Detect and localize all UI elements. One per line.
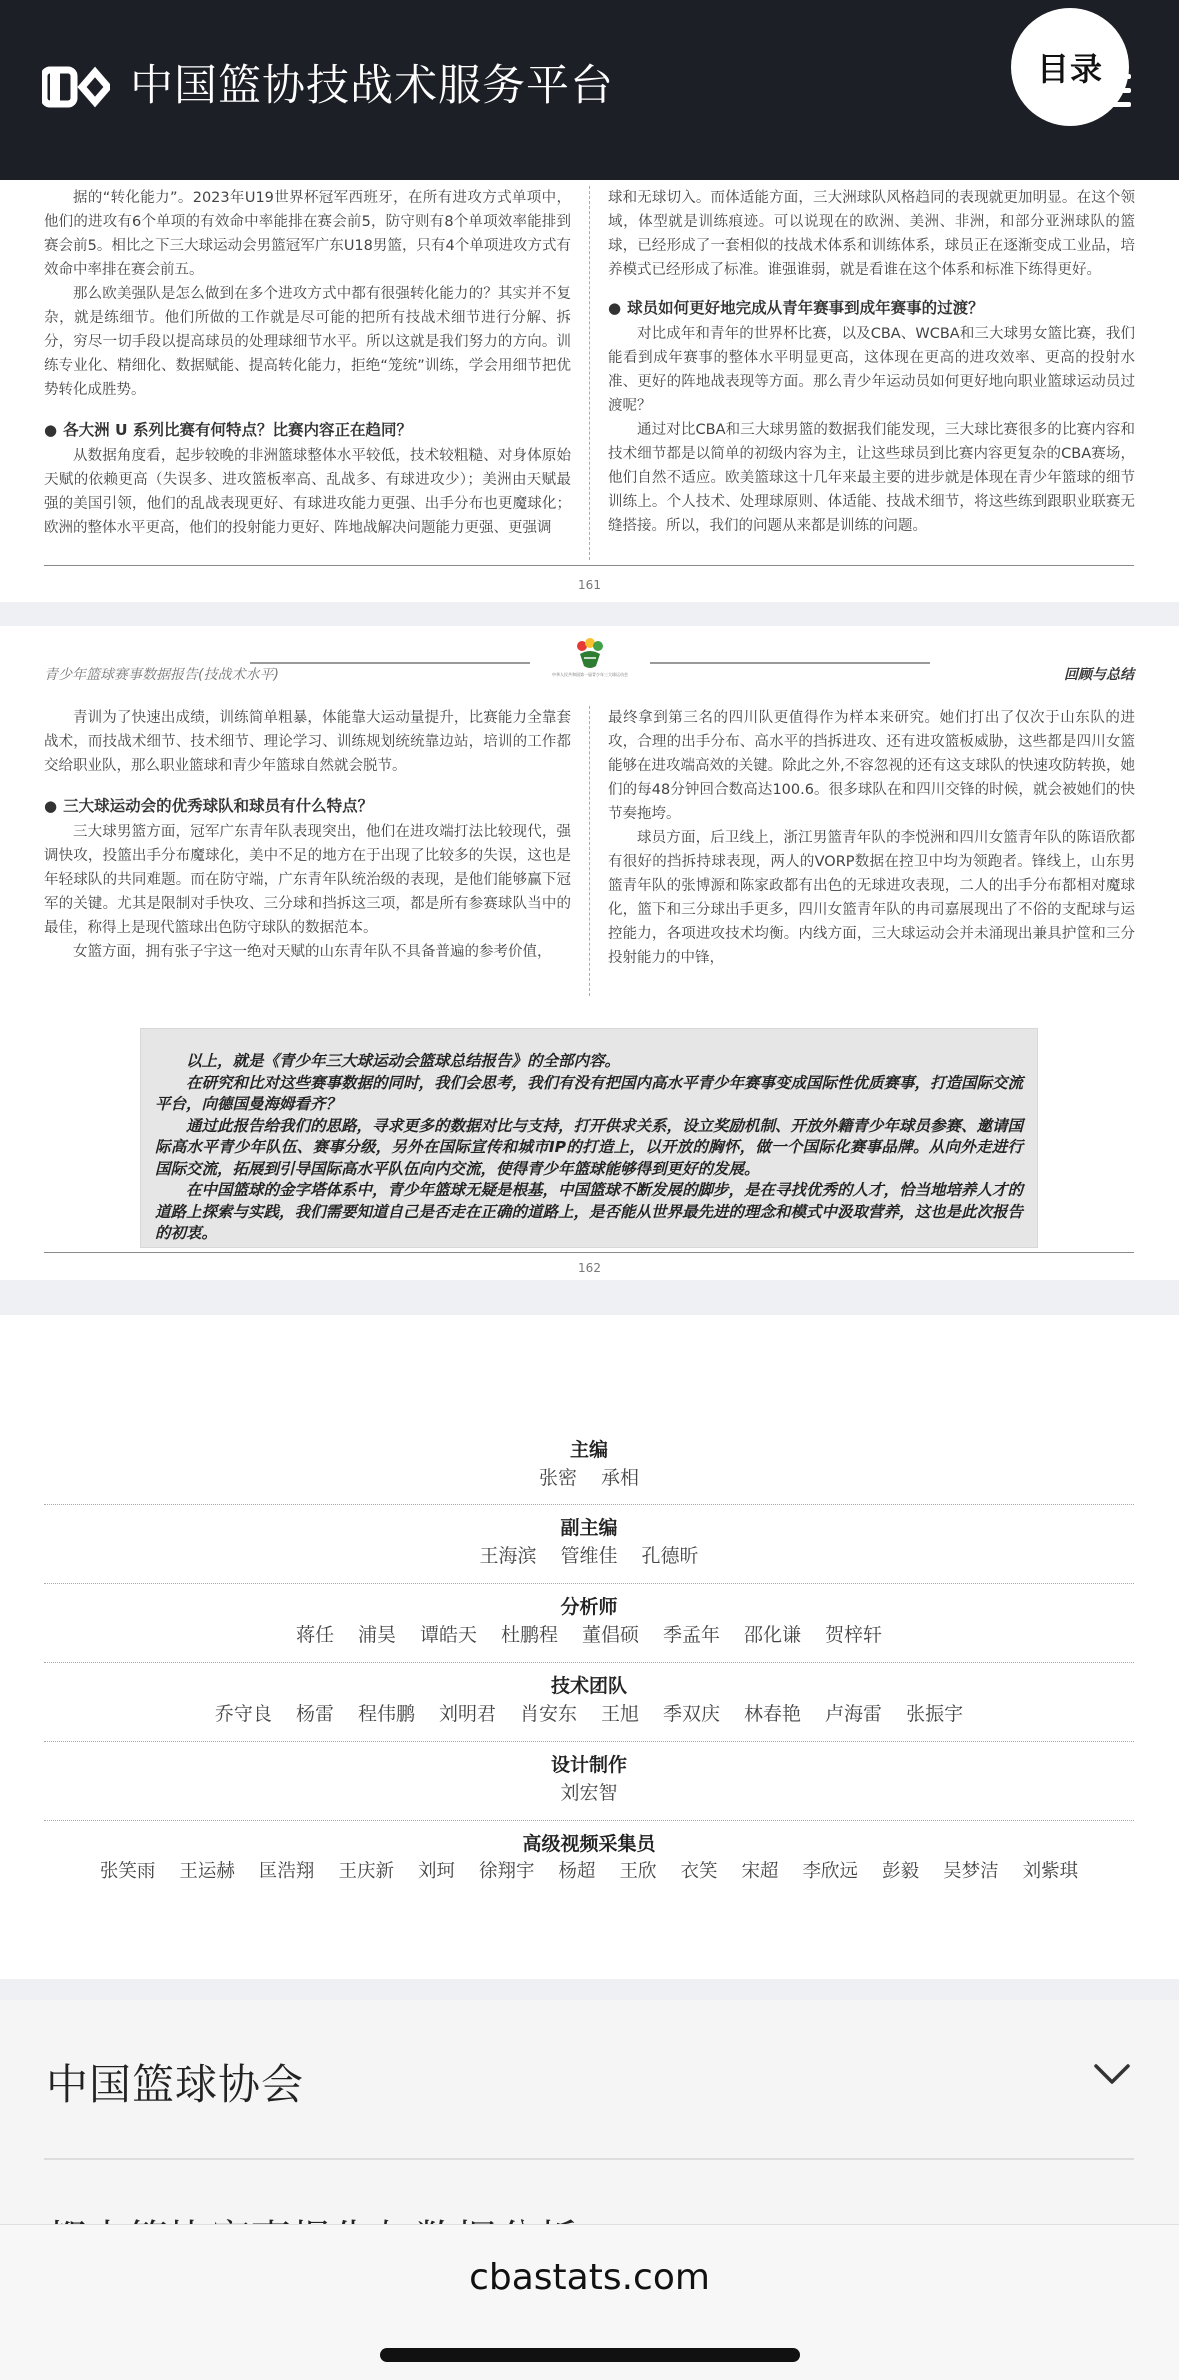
report-page-162 — [0, 626, 1179, 1280]
person-name: 吴梦洁 — [943, 1861, 999, 1882]
person-name: 浦昊 — [357, 1624, 396, 1646]
dotted-separator — [44, 1662, 1134, 1663]
paragraph: 对比成年和青年的世界杯比赛，以及CBA、WCBA和三大球男女篮比赛，我们能看到成年赛事的整体水平明显更高，这体现在更高的进攻效率、更高的投射水准、更好的阵地战表现等方面。那么青少年运动员如何更好地向职业篮球运动员过渡呢？ — [608, 326, 1135, 414]
credit-title: 技术团队 — [550, 1675, 627, 1697]
person-name: 王旭 — [601, 1703, 640, 1725]
credit-names — [44, 1541, 1134, 1571]
credit-design — [44, 1752, 1134, 1808]
page-number: 161 — [578, 578, 601, 592]
browser-bottom-bar — [0, 2224, 1179, 2380]
quote-paragraph: 以上，就是《青少年三大球运动会篮球总结报告》的全部内容。 — [186, 1052, 621, 1070]
paragraph: 三大球男篮方面，冠军广东青年队表现突出，他们在进攻端打法比较现代，强调快攻，投篮出手分布魔球化，美中不足的地方在于出现了比较多的失误，这也是年轻球队的共同难题。而在防守端，广东青年队统治级的表现，是他们能够赢下冠军的关键。尤其是限制对手快攻、三分球和挡拆这三项，都是所有参赛球队当中的最佳，称得上是现代篮球出色防守球队的数据范本。 — [44, 824, 571, 936]
running-header-right: 回顾与总结 — [1064, 667, 1134, 683]
person-name: 邵化谦 — [744, 1624, 802, 1646]
accordion-title-cba[interactable]: 中国篮球协会 — [46, 2060, 305, 2109]
person-name: 杨超 — [558, 1861, 596, 1882]
credit-title: 高级视频采集员 — [522, 1833, 656, 1855]
page-bottom-rule — [44, 1252, 1134, 1253]
home-indicator[interactable] — [380, 2348, 800, 2362]
paragraph: 从数据角度看，起步较晚的非洲篮球整体水平较低，技术较粗糙、对身体原始天赋的依赖更高（失误多、进攻篮板率高、乱战多、有球进攻少）；美洲由天赋最强的美国引领，他们的乱战表现更好、有球进攻能力更强、出手分布也更魔球化；欧洲的整体水平更高，他们的投射能力更好、阵地战解决问题能力更强、更强调 — [44, 448, 571, 536]
person-name: 杨雷 — [295, 1703, 334, 1725]
column-divider — [589, 706, 590, 996]
person-name: 杜鹏程 — [500, 1624, 558, 1646]
person-name: 王庆新 — [338, 1861, 394, 1882]
paragraph: 据的“转化能力”。2023年U19世界杯冠军西班牙，在所有进攻方式单项中，他们的进攻有6个单项的有效命中率能排在赛会前5，防守则有8个单项效率能排到赛会前5。相比之下三大球运动会男篮冠军广东U18男篮，只有4个单项进攻方式有效命中率排在赛会前五。 — [44, 190, 571, 278]
person-name: 贺梓轩 — [825, 1624, 883, 1646]
section-heading: ● 球员如何更好地完成从青年赛事到成年赛事的过渡？ — [608, 296, 1135, 320]
person-name: 徐翔宇 — [478, 1861, 535, 1882]
person-name: 张密 — [538, 1467, 577, 1489]
paragraph: 最终拿到第三名的四川队更值得作为样本来研究。她们打出了仅次于山东队的进攻，合理的出手分布、高水平的挡拆进攻、还有进攻篮板威胁，这些都是四川女篮能够在进攻端高效的关键。除此之外,不容忽视的还有这支球队的快速攻防转换，她们的每48分钟回合数高达100.6。很多球队在和四川交锋的时候，就会被她们的快节奏拖垮。 — [608, 710, 1135, 822]
paragraph: 通过对比CBA和三大球男篮的数据我们能发现，三大球比赛很多的比赛内容和技术细节都是以简单的初级内容为主，让这些球员到比赛内容更复杂的CBA赛场，他们自然不适应。欧美篮球这十几年来最主要的进步就是体现在青少年篮球的细节训练上。个人技术、处理球原则、体适能、技战术细节，将这些练到跟职业联赛无缝搭接。所以，我们的问题从来都是训练的问题。 — [608, 422, 1135, 534]
person-name: 刘宏智 — [560, 1782, 618, 1804]
person-name: 程伟鹏 — [357, 1703, 415, 1725]
accordion-divider — [44, 2158, 1134, 2160]
toc-button[interactable]: 目录 — [1011, 8, 1129, 126]
person-name: 宋超 — [741, 1861, 779, 1882]
person-name: 承相 — [601, 1467, 640, 1489]
person-name: 衣笑 — [680, 1861, 718, 1882]
site-title[interactable]: 中国篮协技战术服务平台 — [130, 61, 614, 111]
person-name: 季孟年 — [663, 1624, 721, 1646]
credit-title: 设计制作 — [550, 1754, 627, 1776]
person-name: 卢海雷 — [825, 1703, 883, 1725]
header-rule — [650, 662, 930, 664]
emblem-caption: 中华人民共和国第一届青少年三大球运动会 — [552, 672, 628, 677]
person-name: 张振宇 — [906, 1703, 964, 1725]
credit-names — [44, 1857, 1134, 1887]
credit-chief-editor — [44, 1437, 1134, 1493]
person-name: 蒋任 — [295, 1624, 334, 1646]
person-name: 谭皓天 — [419, 1624, 477, 1646]
credit-tech-team — [44, 1673, 1134, 1729]
person-name: 刘紫琪 — [1022, 1861, 1079, 1882]
url-label[interactable]: cbastats.com — [469, 2257, 710, 2298]
person-name: 彭毅 — [882, 1861, 920, 1882]
page-bottom-rule — [44, 565, 1134, 566]
person-name: 王海滨 — [479, 1545, 537, 1567]
page162-left-column — [44, 706, 571, 964]
quote-paragraph: 通过此报告给我们的思路，寻求更多的数据对比与支持，打开供求关系，设立奖励机制、开放外籍青少年球员参赛、邀请国际高水平青少年队伍、赛事分级，另外在国际宣传和城市IP的打造上，以开放的胸怀，做一个国际化赛事品牌。从向外走进行国际交流，拓展到引导国际高水平队伍向内交流，使得青少年篮球能够得到更好的发展。 — [155, 1116, 1024, 1178]
sports-games-emblem — [530, 636, 650, 688]
credit-title: 副主编 — [560, 1517, 618, 1539]
running-header-left: 青少年篮球赛事数据报告(技战术水平) — [44, 667, 279, 683]
credit-analysts — [44, 1594, 1134, 1650]
credit-names — [44, 1620, 1134, 1650]
dotted-separator — [44, 1504, 1134, 1505]
summary-quote-box — [140, 1028, 1038, 1248]
site-header — [0, 0, 1179, 180]
page161-right-column — [608, 186, 1135, 538]
person-name: 王欣 — [619, 1861, 657, 1882]
credit-names — [44, 1463, 1134, 1493]
page161-left-column — [44, 186, 571, 540]
person-name: 林春艳 — [744, 1703, 802, 1725]
person-name: 乔守良 — [214, 1703, 272, 1725]
credit-title: 分析师 — [560, 1596, 618, 1618]
emblem-icon — [530, 636, 650, 672]
dotted-separator — [44, 1820, 1134, 1821]
credit-names — [44, 1778, 1134, 1808]
person-name: 王运赫 — [179, 1861, 235, 1882]
paragraph: 女篮方面，拥有张子宇这一绝对天赋的山东青年队不具备普遍的参考价值， — [73, 944, 552, 960]
credit-names — [44, 1699, 1134, 1729]
person-name: 孔德昕 — [641, 1545, 699, 1567]
cba-logo-icon[interactable] — [42, 64, 110, 110]
quote-paragraph: 在中国篮球的金字塔体系中，青少年篮球无疑是根基，中国篮球不断发展的脚步，是在寻找优秀的人才，恰当地培养人才的道路上探索与实践，我们需要知道自己是否走在正确的道路上，是否能从世界最先进的理念和模式中汲取营养，这也是此次报告的初衷。 — [155, 1181, 1024, 1242]
page-number: 162 — [578, 1261, 601, 1275]
dotted-separator — [44, 1741, 1134, 1742]
person-name: 刘明君 — [438, 1703, 496, 1725]
credit-video-collectors — [44, 1831, 1134, 1887]
credit-title: 主编 — [569, 1439, 608, 1461]
credit-deputy-editor — [44, 1515, 1134, 1571]
paragraph: 球员方面，后卫线上，浙江男篮青年队的李悦洲和四川女篮青年队的陈语欣都有很好的挡拆持球表现，两人的VORP数据在控卫中均为领跑者。锋线上，山东男篮青年队的张博源和陈家政都有出色的无球进攻表现，二人的出手分布都相对魔球化，篮下和三分球出手更多，四川女篮青年队的冉司嘉展现出了不俗的支配球与运控能力，各项进攻技术均衡。内线方面，三大球运动会并未涌现出兼具护筐和三分投射能力的中锋， — [608, 830, 1135, 966]
page162-right-column — [608, 706, 1135, 970]
person-name: 季双庆 — [663, 1703, 721, 1725]
person-name: 匡浩翔 — [258, 1861, 315, 1882]
section-heading: ● 三大球运动会的优秀球队和球员有什么特点？ — [44, 794, 571, 818]
dotted-separator — [44, 1583, 1134, 1584]
person-name: 董倡硕 — [582, 1624, 640, 1646]
credits-section — [0, 1315, 1179, 1979]
person-name: 肖安东 — [519, 1703, 577, 1725]
column-divider — [589, 186, 590, 560]
header-rule — [250, 662, 530, 664]
person-name: 张笑雨 — [99, 1861, 156, 1882]
section-heading: ● 各大洲 U 系列比赛有何特点？比赛内容正在趋同？ — [44, 418, 571, 442]
person-name: 刘珂 — [417, 1861, 455, 1882]
quote-paragraph: 在研究和比对这些赛事数据的同时，我们会思考，我们有没有把国内高水平青少年赛事变成国际性优质赛事，打造国际交流平台，向德国曼海姆看齐？ — [155, 1073, 1024, 1113]
paragraph: 球和无球切入。而体适能方面，三大洲球队风格趋同的表现就更加明显。在这个领域，体型就是训练痕迹。可以说现在的欧洲、美洲、非洲，和部分亚洲球队的篮球，已经形成了一套相似的技战术体系和训练体系，球员正在逐渐变成工业品，培养模式已经形成了标准。谁强谁弱，就是看谁在这个体系和标准下练得更好。 — [608, 190, 1135, 278]
person-name: 管维佳 — [560, 1545, 618, 1567]
paragraph: 那么欧美强队是怎么做到在多个进攻方式中都有很强转化能力的？其实并不复杂，就是练细节。他们所做的工作就是尽可能的把所有技战术细节进行分解、拆分，穷尽一切手段以提高球员的处理球细节水平。所以这就是我们努力的方向。训练专业化、精细化、数据赋能、提高转化能力，拒绝“笼统”训练，学会用细节把优势转化成胜势。 — [44, 286, 571, 398]
person-name: 李欣远 — [802, 1861, 859, 1882]
chevron-down-icon[interactable] — [1092, 2060, 1132, 2088]
paragraph: 青训为了快速出成绩，训练简单粗暴，体能靠大运动量提升，比赛能力全靠套战术，而技战术细节、技术细节、理论学习、训练规划统统靠边站，培训的工作都交给职业队，那么职业篮球和青少年篮球自然就会脱节。 — [44, 710, 571, 774]
